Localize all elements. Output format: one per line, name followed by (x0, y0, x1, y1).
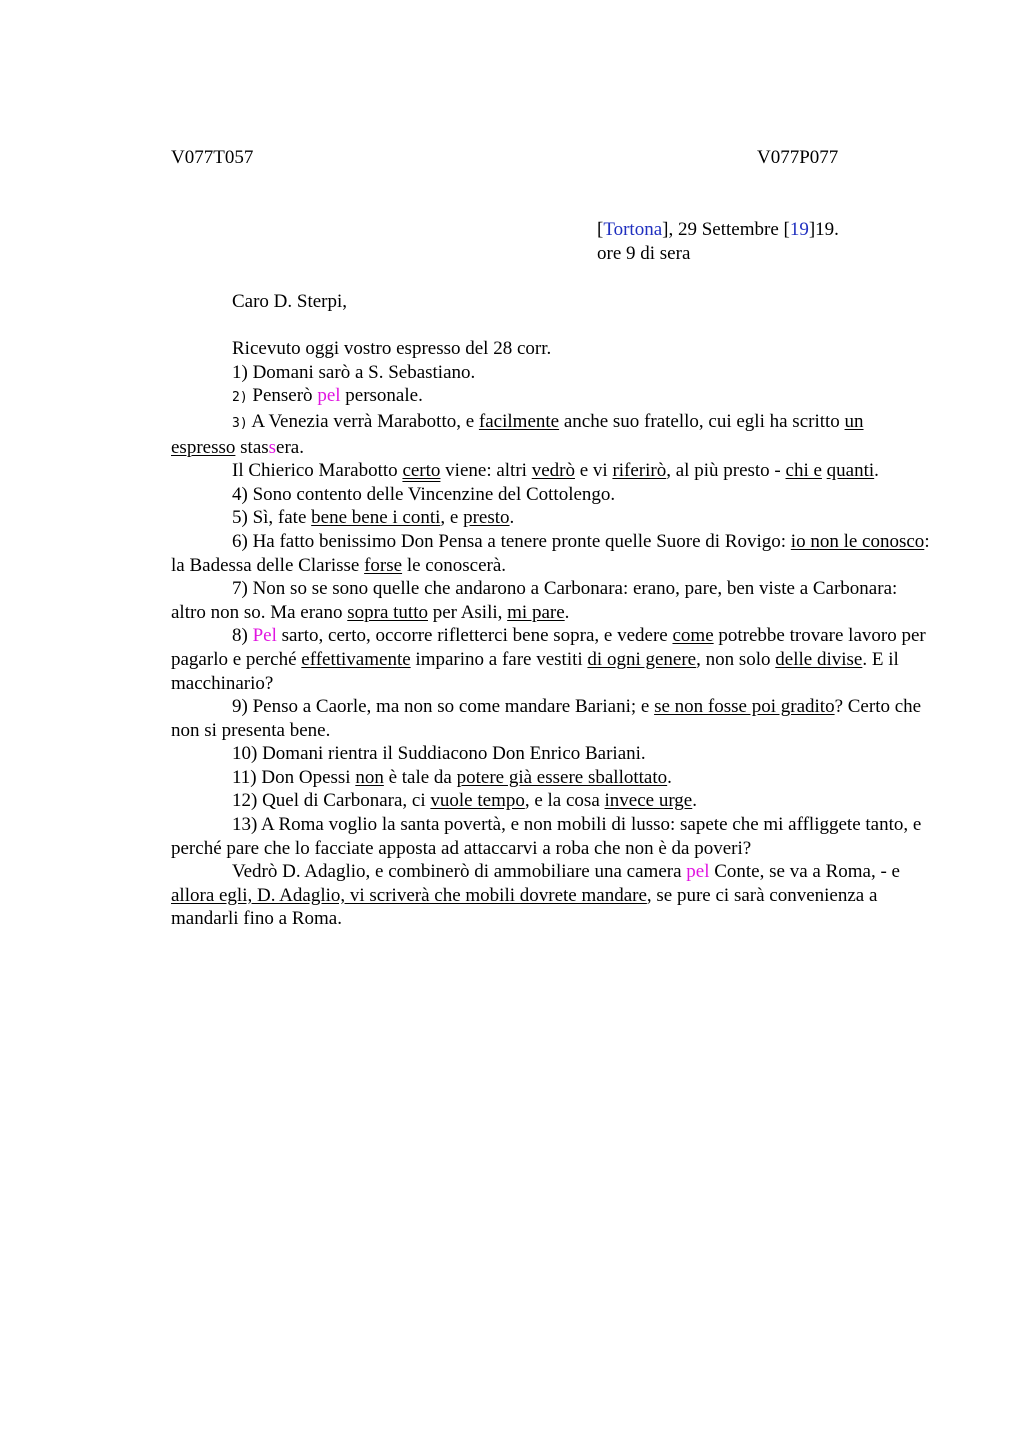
point-1: 1) Domani sarò a S. Sebastiano. (232, 361, 476, 383)
point-2: 2) Penserò pel personale. (232, 385, 423, 407)
time-line: ore 9 di sera (597, 243, 691, 264)
closing-paragraph: Vedrò D. Adaglio, e combinerò di ammobiliare una camera pel Conte, se va a Roma, - e allora egli, D. Adaglio, vi scriverà che mobili dovrete mandare, se pure ci sarà convenienza a mandarli fino a Roma. (171, 861, 900, 930)
point-7: 7) Non so se sono quelle che andarono a Carbonara: erano, pare, ben viste a Carbonara: altro non so. Ma erano sopra tutto per Asili, mi pare. (171, 578, 898, 623)
archive-code-left: V077T057 (171, 147, 254, 168)
date-line: [Tortona], 29 Settembre [19]19. (597, 219, 839, 240)
point-3-continued: Il Chierico Marabotto certo viene: altri vedrò e vi riferirò, al più presto - chi e quanti. (232, 460, 879, 482)
letter-body (171, 290, 931, 931)
point-3: 3) A Venezia verrà Marabotto, e facilmente anche suo fratello, cui egli ha scritto un espresso stassera. (171, 410, 864, 458)
point-9: 9) Penso a Caorle, ma non so come mandare Bariani; e se non fosse poi gradito? Certo che non si presenta bene. (171, 696, 922, 741)
archive-code-right: V077P077 (757, 147, 839, 168)
point-8: 8) Pel sarto, certo, occorre rifletterci bene sopra, e vedere come potrebbe trovare lavoro per pagarlo e perché effettivamente imparino a fare vestiti di ogni genere, non solo delle divise. E il macchinario? (171, 625, 926, 694)
date-block (597, 218, 839, 266)
point-11: 11) Don Opessi non è tale da potere già essere sballottato. (232, 766, 672, 788)
point-4: 4) Sono contento delle Vincenzine del Cottolengo. (232, 483, 616, 505)
intro-line: Ricevuto oggi vostro espresso del 28 corr. (232, 338, 552, 360)
point-12: 12) Quel di Carbonara, ci vuole tempo, e la cosa invece urge. (232, 790, 697, 812)
point-5: 5) Sì, fate bene bene i conti, e presto. (232, 507, 515, 529)
place-name: Tortona (603, 219, 663, 240)
salutation: Caro D. Sterpi, (232, 291, 348, 312)
point-13: 13) A Roma voglio la santa povertà, e non mobili di lusso: sapete che mi affliggete tanto, e perché pare che lo facciate apposta ad attaccarvi a roba che non è da poveri? (171, 814, 922, 859)
year-prefix: 19 (789, 219, 809, 240)
point-10: 10) Domani rientra il Suddiacono Don Enrico Bariani. (232, 743, 646, 765)
point-6: 6) Ha fatto benissimo Don Pensa a tenere pronte quelle Suore di Rovigo: io non le conosco: la Badessa delle Clarisse forse le conoscerà. (171, 530, 930, 576)
